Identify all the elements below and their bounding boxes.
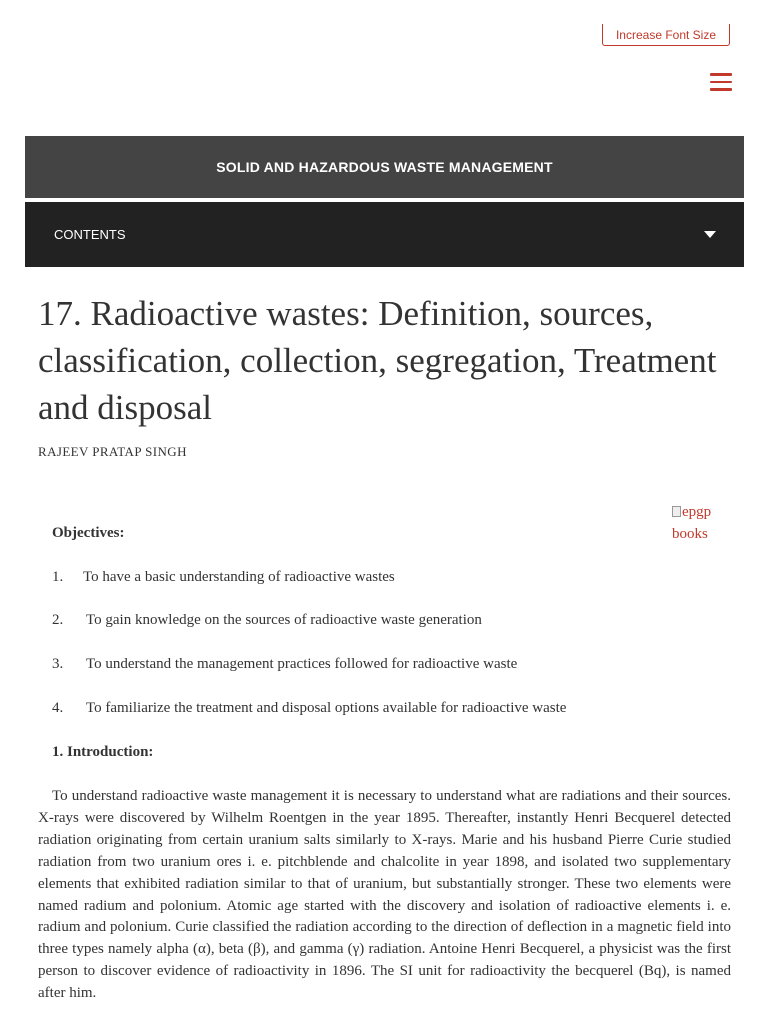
increase-font-size-button[interactable]: Increase Font Size bbox=[602, 24, 730, 46]
objective-item: 3. To understand the management practices followed for radioactive waste bbox=[52, 656, 518, 672]
caret-down-icon bbox=[704, 231, 716, 238]
book-title: SOLID AND HAZARDOUS WASTE MANAGEMENT bbox=[216, 159, 553, 175]
chapter-title: 17. Radioactive wastes: Definition, sources, classification, collection, segregation, Treatment and disposal bbox=[38, 294, 717, 427]
logo-alt-text: epgp books bbox=[672, 504, 712, 542]
objective-item: 4. To familiarize the treatment and disposal options available for radioactive waste bbox=[52, 700, 567, 716]
objectives-heading: Objectives: bbox=[52, 525, 125, 541]
objective-item: 2. To gain knowledge on the sources of radioactive waste generation bbox=[52, 612, 482, 628]
introduction-heading: 1. Introduction: bbox=[52, 744, 154, 760]
hamburger-menu-icon[interactable] bbox=[710, 73, 732, 91]
contents-label: CONTENTS bbox=[54, 227, 126, 242]
author-name: RAJEEV PRATAP SINGH bbox=[38, 444, 187, 459]
book-title-bar bbox=[25, 136, 744, 198]
broken-image-icon bbox=[672, 506, 681, 517]
introduction-paragraph: To understand radioactive waste management it is necessary to understand what are radiations and their sources. X-rays were discovered by Wilhelm Roentgen in the year 1895. Thereafter, instantly Henri Becquerel detected radiation originating from certain uranium salts similarly to X-rays. Marie and his husband Pierre Curie studied radiation from two uranium ores i. e. pitchblende and chalcolite in year 1898, and isolated two supplementary elements that exhibited radiation similar to that of uranium, but substantially stronger. These two elements were named radium and polonium. Atomic age started with the discovery and isolation of radioactive elements i. e. radium and polonium. Curie classified the radiation according to the direction of deflection in a magnetic field into three types namely alpha (α), beta (β), and gamma (γ) radiation. Antoine Henri Becquerel, a physicist was the first person to discover evidence of radioactivity in 1896. The SI unit for radioactivity the becquerel (Bq), is named after him. bbox=[38, 788, 731, 1002]
objective-item: 1. To have a basic understanding of radioactive wastes bbox=[52, 569, 395, 585]
epgp-books-logo bbox=[672, 501, 742, 545]
contents-toggle[interactable] bbox=[25, 202, 744, 267]
